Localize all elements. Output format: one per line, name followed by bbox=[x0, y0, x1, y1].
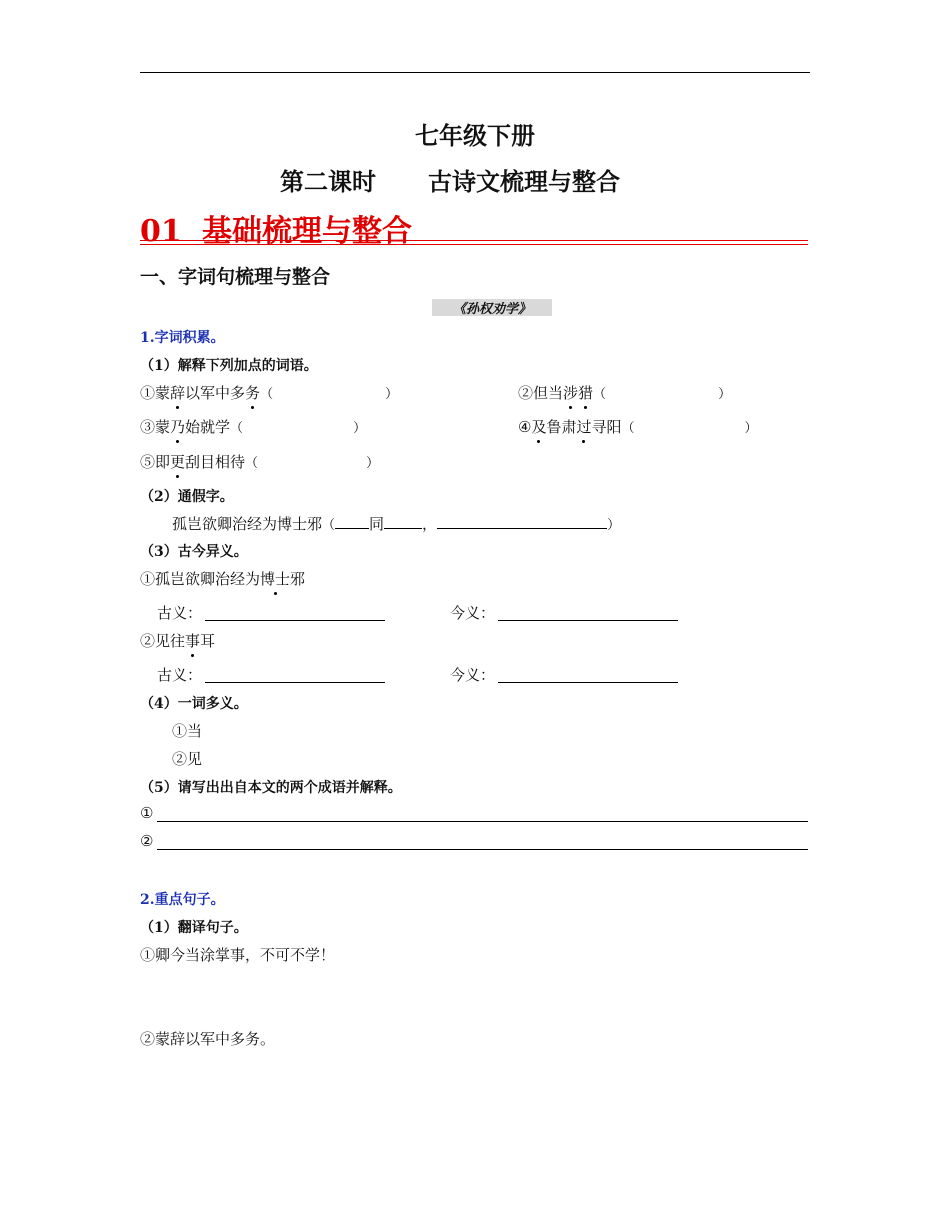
q1-sub4-heading: （4）一词多义。 bbox=[140, 696, 248, 712]
gu-answer-line-1[interactable] bbox=[205, 620, 385, 621]
gujin-gu-label-2: 古义： bbox=[157, 666, 203, 684]
idiom-answer-line-2[interactable] bbox=[157, 849, 808, 850]
text-title: 《孙权劝学》 bbox=[452, 302, 531, 317]
q1-heading: 1.字词积累。 bbox=[140, 330, 225, 346]
idiom-answer-line-1[interactable] bbox=[157, 821, 808, 822]
gujin-jin-label-1: 今义： bbox=[450, 604, 496, 622]
section-rule bbox=[140, 240, 808, 241]
vocab-item-3: ③蒙乃始就学（ ） bbox=[140, 418, 367, 436]
jin-answer-line-2[interactable] bbox=[498, 682, 678, 683]
lesson-number: 第二课时 bbox=[280, 167, 376, 196]
part-heading: 一、字词句梳理与整合 bbox=[140, 266, 331, 288]
lesson-title bbox=[280, 162, 620, 197]
vocab-item-1: ①蒙辞以军中多务（ ） bbox=[140, 384, 399, 402]
section-title: 基础梳理与整合 bbox=[202, 214, 412, 249]
idiom-item-2: ② bbox=[140, 832, 154, 850]
top-rule bbox=[140, 72, 810, 73]
q2-sub1-heading: （1）翻译句子。 bbox=[140, 920, 248, 936]
vocab-item-4: ④及鲁肃过寻阳（ ） bbox=[518, 418, 758, 436]
grade-title: 七年级下册 bbox=[415, 121, 535, 150]
polysemy-item-2: ②见 bbox=[172, 750, 203, 768]
gujin-item-2: ②见往事耳 bbox=[140, 632, 216, 650]
q1-sub1-heading: （1）解释下列加点的词语。 bbox=[140, 358, 318, 374]
jin-answer-line-1[interactable] bbox=[498, 620, 678, 621]
polysemy-item-1: ①当 bbox=[172, 722, 203, 740]
gujin-gu-label-1: 古义： bbox=[157, 604, 203, 622]
translate-item-1: ①卿今当涂掌事，不可不学！ bbox=[140, 946, 336, 964]
q1-sub5-heading: （5）请写出出自本文的两个成语并解释。 bbox=[140, 780, 402, 796]
section-number: 01 bbox=[140, 214, 182, 249]
vocab-item-5: ⑤即更刮目相待（ ） bbox=[140, 453, 380, 471]
vocab-item-2: ②但当涉猎（ ） bbox=[518, 384, 732, 402]
lesson-name: 古诗文梳理与整合 bbox=[428, 167, 620, 196]
q1-sub3-heading: （3）古今异义。 bbox=[140, 544, 248, 560]
idiom-item-1: ① bbox=[140, 804, 154, 822]
gujin-jin-label-2: 今义： bbox=[450, 666, 496, 684]
gujin-item-1: ①孤岂欲卿治经为博士邪 bbox=[140, 570, 306, 588]
q2-heading: 2.重点句子。 bbox=[140, 892, 225, 908]
section-rule-thin bbox=[140, 244, 808, 245]
tongjia-item: 孤岂欲卿治经为博士邪（ 同 ， ） bbox=[172, 515, 621, 533]
q1-sub2-heading: （2）通假字。 bbox=[140, 489, 234, 505]
gu-answer-line-2[interactable] bbox=[205, 682, 385, 683]
translate-item-2: ②蒙辞以军中多务。 bbox=[140, 1030, 276, 1048]
